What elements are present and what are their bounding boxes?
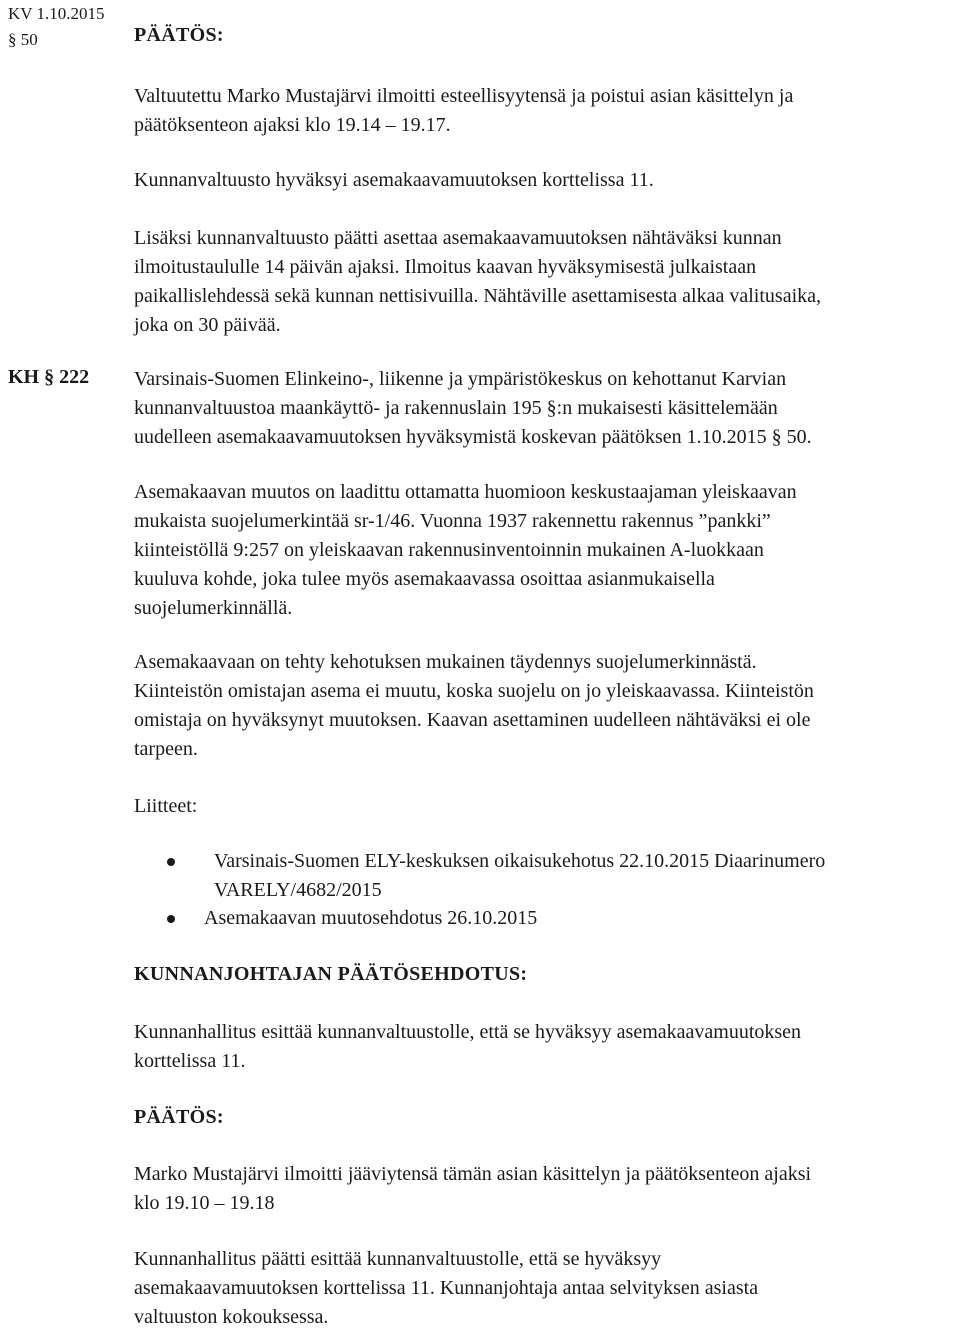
text-line: uudelleen asemakaavamuutoksen hyväksymistä koskevan päätöksen 1.10.2015 § 50.	[134, 426, 812, 448]
proposal-heading: KUNNANJOHTAJAN PÄÄTÖSEHDOTUS:	[134, 963, 528, 985]
kh-decision-paragraph-2	[134, 1245, 758, 1332]
kv-decision-heading: PÄÄTÖS:	[134, 24, 224, 46]
text-line: Asemakaavan muutos on laadittu ottamatta huomioon keskustaajaman yleiskaavan	[134, 481, 797, 503]
text-line: Asemakaavaan on tehty kehotuksen mukainen täydennys suojelumerkinnästä.	[134, 651, 757, 673]
text-line: korttelissa 11.	[134, 1050, 246, 1072]
text-line: joka on 30 päivää.	[134, 314, 281, 336]
bullet-icon	[167, 915, 175, 923]
text-line: omistaja on hyväksynyt muutoksen. Kaavan asettaminen uudelleen nähtäväksi ei ole	[134, 709, 811, 731]
text-line: Lisäksi kunnanvaltuusto päätti asettaa asemakaavamuutoksen nähtäväksi kunnan	[134, 227, 782, 249]
kh-item-label: KH § 222	[8, 366, 90, 388]
text-line: Kiinteistön omistajan asema ei muutu, koska suojelu on jo yleiskaavassa. Kiinteistön	[134, 680, 814, 702]
text-line: Kunnanhallitus päätti esittää kunnanvaltuustolle, että se hyväksyy	[134, 1248, 662, 1270]
text-line: ilmoitustaululle 14 päivän ajaksi. Ilmoitus kaavan hyväksymisestä julkaistaan	[134, 256, 757, 278]
attachment-item-2	[204, 904, 537, 933]
text-line: Varsinais-Suomen ELY-keskuksen oikaisukehotus 22.10.2015 Diaarinumero	[214, 850, 826, 872]
bullet-icon	[167, 858, 175, 866]
text-line: Marko Mustajärvi ilmoitti jääviytensä tämän asian käsittelyn ja päätöksenteon ajaksi	[134, 1163, 812, 1185]
text-line: Kunnanhallitus esittää kunnanvaltuustolle, että se hyväksyy asemakaavamuutoksen	[134, 1021, 802, 1043]
text-line: kuuluva kohde, joka tulee myös asemakaavassa osoittaa asianmukaisella	[134, 568, 715, 590]
text-line: tarpeen.	[134, 738, 198, 760]
section-reference: § 50	[8, 30, 38, 49]
kv-decision-paragraph-2	[134, 166, 654, 195]
text-line: valtuuston kokouksessa.	[134, 1306, 329, 1328]
text-line: mukaista suojelumerkintää sr-1/46. Vuonna 1937 rakennettu rakennus ”pankki”	[134, 510, 771, 532]
kh-paragraph-2	[134, 478, 797, 623]
kh-paragraph-3	[134, 648, 814, 764]
text-line: kunnanvaltuustoa maankäyttö- ja rakennuslain 195 §:n mukaisesti käsittelemään	[134, 397, 778, 419]
text-line: kiinteistöllä 9:257 on yleiskaavan rakennusinventoinnin mukainen A-luokkaan	[134, 539, 764, 561]
text-line: klo 19.10 – 19.18	[134, 1192, 275, 1214]
text-line: asemakaavamuutoksen korttelissa 11. Kunnanjohtaja antaa selvityksen asiasta	[134, 1277, 759, 1299]
text-line: Kunnanvaltuusto hyväksyi asemakaavamuutoksen korttelissa 11.	[134, 169, 654, 191]
proposal-text	[134, 1018, 801, 1076]
attachments-label: Liitteet:	[134, 795, 198, 817]
kh-decision-paragraph-1	[134, 1160, 811, 1218]
text-line: päätöksenteon ajaksi klo 19.14 – 19.17.	[134, 114, 451, 136]
attachment-item-1	[214, 847, 825, 905]
kv-decision-paragraph-1	[134, 82, 793, 140]
text-line: paikallislehdessä sekä kunnan nettisivuilla. Nähtäville asettamisesta alkaa valitusaika,	[134, 285, 822, 307]
kv-decision-paragraph-3	[134, 224, 821, 340]
meeting-reference: KV 1.10.2015	[8, 4, 105, 23]
text-line: Varsinais-Suomen Elinkeino-, liikenne ja ympäristökeskus on kehottanut Karvian	[134, 368, 787, 390]
text-line: VARELY/4682/2015	[214, 879, 382, 901]
text-line: Valtuutettu Marko Mustajärvi ilmoitti esteellisyytensä ja poistui asian käsittelyn ja	[134, 85, 794, 107]
kh-decision-heading: PÄÄTÖS:	[134, 1106, 224, 1128]
text-line: Asemakaavan muutosehdotus 26.10.2015	[204, 907, 538, 929]
kh-paragraph-1	[134, 365, 812, 452]
text-line: suojelumerkinnällä.	[134, 597, 293, 619]
